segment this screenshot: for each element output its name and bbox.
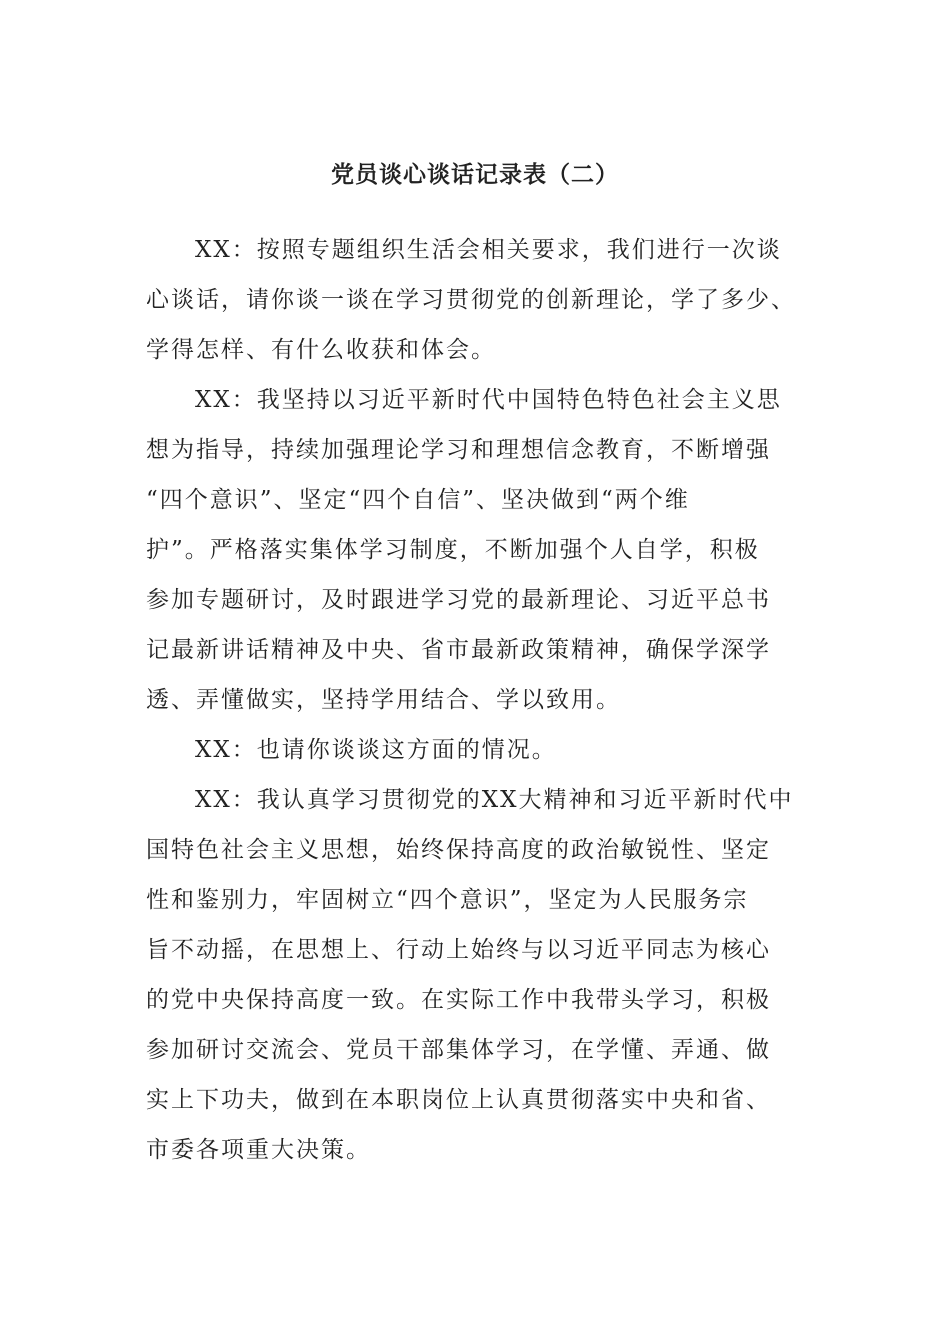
paragraph-1 bbox=[146, 225, 826, 375]
paragraph-2 bbox=[146, 375, 826, 725]
text-line: 学得怎样、有什么收获和体会。 bbox=[146, 337, 496, 363]
text-line: 心谈话，请你谈一谈在学习贯彻党的创新理论，学了多少、 bbox=[146, 287, 796, 313]
text-line: “四个意识”、坚定“四个自信”、坚决做到“两个维 bbox=[146, 487, 690, 513]
text-line: 参加研讨交流会、党员干部集体学习，在学懂、弄通、做 bbox=[146, 1037, 771, 1063]
text-line: 国特色社会主义思想，始终保持高度的政治敏锐性、坚定 bbox=[146, 837, 771, 863]
text-line: 旨不动摇，在思想上、行动上始终与以习近平同志为核心 bbox=[146, 937, 771, 963]
text-line: 护”。严格落实集体学习制度，不断加强个人自学，积极 bbox=[146, 537, 760, 563]
text-line: XX：我认真学习贯彻党的XX大精神和习近平新时代中 bbox=[195, 787, 794, 813]
text-line: 实上下功夫，做到在本职岗位上认真贯彻落实中央和省、 bbox=[146, 1087, 771, 1113]
paragraph-3 bbox=[146, 725, 826, 775]
text-line: 的党中央保持高度一致。在实际工作中我带头学习，积极 bbox=[146, 987, 771, 1013]
text-line: 市委各项重大决策。 bbox=[146, 1137, 371, 1163]
paragraph-4 bbox=[146, 775, 826, 1175]
text-line: 性和鉴别力，牢固树立“四个意识”，坚定为人民服务宗 bbox=[146, 887, 749, 913]
text-line: 参加专题研讨，及时跟进学习党的最新理论、习近平总书 bbox=[146, 587, 771, 613]
text-line: 想为指导，持续加强理论学习和理想信念教育，不断增强 bbox=[146, 437, 771, 463]
text-line: 透、弄懂做实，坚持学用结合、学以致用。 bbox=[146, 687, 621, 713]
document-title: 党员谈心谈话记录表（二） bbox=[331, 161, 619, 188]
text-line: 记最新讲话精神及中央、省市最新政策精神，确保学深学 bbox=[146, 637, 771, 663]
text-line: XX：按照专题组织生活会相关要求，我们进行一次谈 bbox=[195, 237, 782, 263]
text-line: XX：也请你谈谈这方面的情况。 bbox=[195, 737, 557, 763]
document-body bbox=[146, 225, 826, 1175]
text-line: XX：我坚持以习近平新时代中国特色特色社会主义思 bbox=[195, 387, 782, 413]
